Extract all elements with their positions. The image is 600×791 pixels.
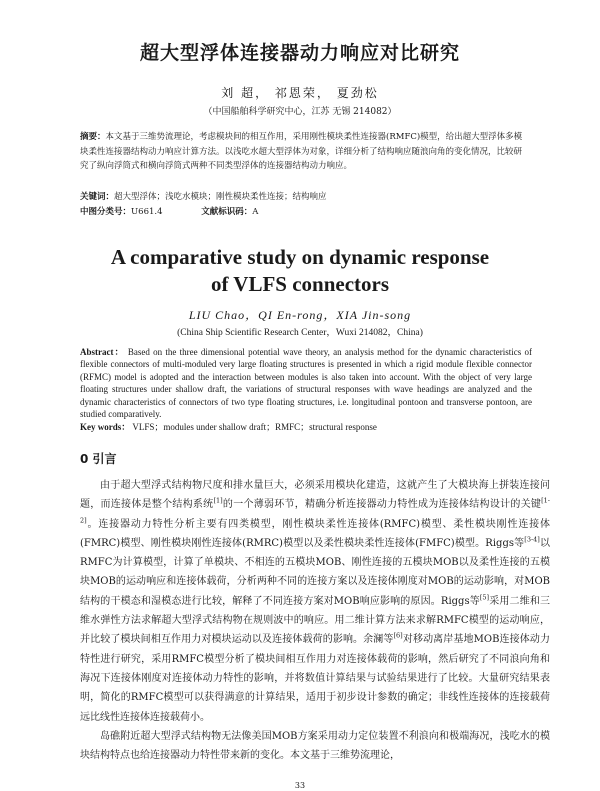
section-heading: 0 引言 — [80, 452, 117, 466]
citation: [3-4] — [524, 535, 540, 544]
chinese-title: 超大型浮体连接器动力响应对比研究 — [139, 42, 460, 64]
english-abstract-text: Based on the three dimensional potential wave theory, an analysis method for the dynamic characteristics of flexible connectors of multi-moduled very large floating structures is presented in which a rigid module flexible connector (RFMC) model is adopted and the interaction between modules is also taken into account. With the object of very large floating structures under shallow draft, the variations of structural responses with wave headings are analyzed and the dynamic characteristics of connectors of two type floating structures, i.e. longitudinal pontoon and transverse pontoon, are studied comparatively. — [80, 347, 532, 420]
citation: [6] — [393, 632, 403, 641]
document-code-label: 文献标识码： — [201, 207, 253, 217]
class-number-label: 中图分类号： — [80, 207, 132, 217]
chinese-keywords-label: 关键词： — [80, 192, 115, 202]
document-code — [201, 207, 276, 217]
para1-text-d: 以RMFC为计算模型，计算了单模块、不相连的五模块MOB、刚性连接的五模块MOB以及柔性连接的五模块MOB的运动响应和连接体载荷，分析两种不同的连接方案以及连接体刚度对MOB的运动影响，对MOB结构的干模态和湿模态进行比较，解释了不同连接方案对MOB响应影响的原因。Riggs等 — [80, 537, 550, 607]
english-title-line-2: of VLFS connectors — [210, 272, 390, 296]
classification-line — [80, 205, 530, 217]
body-text — [80, 476, 550, 765]
english-abstract-label: Abstract： — [80, 347, 125, 357]
para1-text-a: 由于超大型浮式结构物尺度和排水量巨大，必须采用模块化建造，这就产生了大模块海上拼装连接问题，而连接体是整个结构系统 — [80, 480, 550, 511]
english-title-line-1: A comparative study on dynamic response — [110, 245, 490, 269]
chinese-abstract-label: 摘要： — [80, 132, 106, 142]
paragraph-2: 岛礁附近超大型浮式结构物无法像美国MOB方案采用动力定位装置不利浪向和极端海况，浅吃水的模块结构特点也给连接器动力特性带来新的变化。本文基于三维势流理论， — [80, 730, 550, 762]
english-abstract — [80, 346, 532, 420]
para1-text-e: 采用二维和三维水弹性方法求解超大型浮式结构物在规则波中的响应。用二维计算方法来求解RMFC模型的运动响应，并比较了模块间相互作用力对模块运动以及连接体载荷的影响。余澜等 — [80, 595, 550, 646]
english-keywords-text: VLFS；modules under shallow draft；RMFC；structural response — [132, 422, 377, 432]
chinese-affiliation: （中国船舶科学研究中心，江苏 无锡 214082） — [203, 107, 397, 117]
citation: [5] — [479, 593, 490, 602]
chinese-authors: 刘 超， 祁恩荣， 夏劲松 — [221, 86, 379, 100]
english-title — [0, 244, 600, 298]
class-number — [80, 207, 181, 217]
english-affiliation: (China Ship Scientific Research Center，Wuxi 214082，China) — [177, 328, 423, 338]
chinese-keywords-text: 超大型浮体；浅吃水模块；刚性模块柔性连接；结构响应 — [114, 192, 327, 202]
chinese-keywords — [80, 190, 530, 202]
document-code-value: A — [252, 207, 259, 217]
english-keywords-label: Key words： — [80, 422, 131, 432]
english-authors: LIU Chao，QI En-rong，XIA Jin-song — [188, 308, 412, 322]
citation: [1] — [213, 496, 223, 505]
chinese-abstract-text: 本文基于三维势流理论，考虑模块间的相互作用，采用刚性模块柔性连接器(RMFC)模型，给出超大型浮体多模块柔性连接器结构动力响应计算方法。以浅吃水超大型浮体为对象，详细分析了结构响应随浪向角的变化情况，比较研究了纵向浮筒式和横向浮筒式两种不同类型浮体的连接器结构动力响应。 — [80, 132, 523, 171]
english-keywords — [80, 420, 532, 433]
page-number: 33 — [294, 781, 306, 790]
para1-text-c: 。连接器动力特性分析主要有四类模型，刚性模块柔性连接体(RMFC)模型、柔性模块刚性连接体(FMRC)模型、刚性模块刚性连接体(RMRC)模型以及柔性模块柔性连接体(FMFC)模型。Riggs等 — [80, 518, 550, 549]
para1-text-b: 的一个薄弱环节，精确分析连接器动力特性成为连接体结构设计的关键 — [222, 499, 542, 511]
chinese-abstract — [80, 130, 530, 174]
paragraph-1 — [80, 476, 550, 727]
para1-text-f: 对移动离岸基地MOB连接体动力特性进行研究，采用RMFC模型分析了模块间相互作用力对连接体载荷的影响，然后研究了不同浪向角和海况下连接体刚度对连接体动力特性的影响，并将数值计算结果与试验结果进行了比较。大量研究结果表明，简化的RMFC模型可以获得满意的计算结果，适用于初步设计参数的确定；非线性连接体的连接载荷远比线性连接体连接载荷小。 — [80, 634, 550, 723]
citation: [1-2] — [80, 496, 551, 525]
class-number-value: U661.4 — [131, 207, 163, 217]
